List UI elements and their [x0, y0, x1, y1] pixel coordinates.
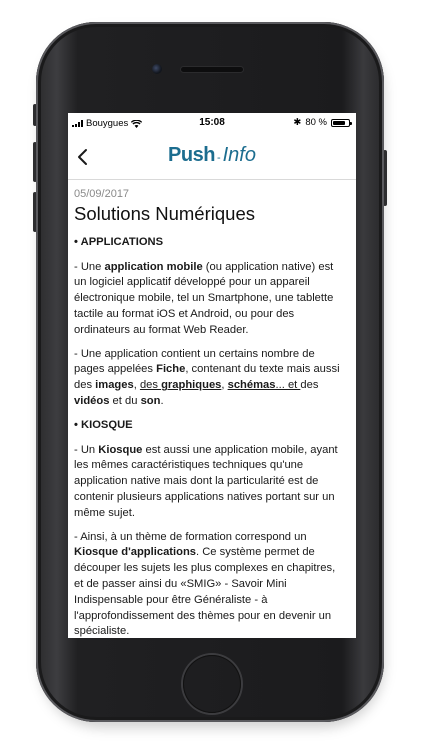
earpiece-speaker	[181, 67, 243, 72]
bluetooth-icon: ✱	[293, 117, 302, 128]
app-logo	[68, 144, 356, 167]
brand-info: Info	[222, 144, 256, 166]
battery-icon	[331, 119, 350, 127]
front-camera	[152, 64, 162, 74]
nav-bar	[68, 135, 356, 180]
status-bar	[68, 113, 356, 133]
brand-push: Push	[168, 144, 215, 166]
paragraph-kiosque-applications: - Ainsi, à un thème de formation correspond un Kiosque d'applications. Ce système permet de découper les sujets les plus complexes en chapitres, et de passer ainsi du «SMIG» - Savoir Mini Indispensable pour être Généraliste - à l'approfondissement des thèmes pour en devenir un spécialiste.	[74, 530, 336, 638]
phone-screen	[68, 113, 356, 638]
section-heading-applications: • APPLICATIONS	[74, 235, 164, 248]
section-heading-kiosque: • KIOSQUE	[74, 418, 133, 431]
article-date: 05/09/2017	[74, 188, 130, 200]
home-button[interactable]	[183, 655, 241, 713]
status-right	[293, 117, 350, 128]
paragraph-application-mobile: - Une application mobile (ou application native) est un logiciel applicatif développé pour un appareil électronique mobile, tel un Smartphone, une tablette tactile au format iOS et Android, ou pour des ordinateurs au format Web Reader.	[74, 260, 334, 336]
battery-percent: 80 %	[305, 117, 327, 128]
article-content	[74, 187, 342, 638]
battery-fill	[333, 121, 345, 125]
article-title: Solutions Numériques	[74, 202, 255, 224]
paragraph-kiosque: - Un Kiosque est aussi une application mobile, ayant les mêmes caractéristiques techniques qu'une application native mais dont la particularité est de contenir plusieurs applications natives portant sur un même sujet.	[74, 443, 338, 519]
carrier-name: Bouygues	[86, 118, 129, 129]
paragraph-application-pages: - Une application contient un certains nombre de pages appelées Fiche, contenant du texte mais aussi des images, des graphiques, schémas... et des vidéos et du son.	[74, 347, 340, 407]
status-time: 15:08	[199, 117, 225, 128]
brand-separator: -	[216, 152, 221, 164]
